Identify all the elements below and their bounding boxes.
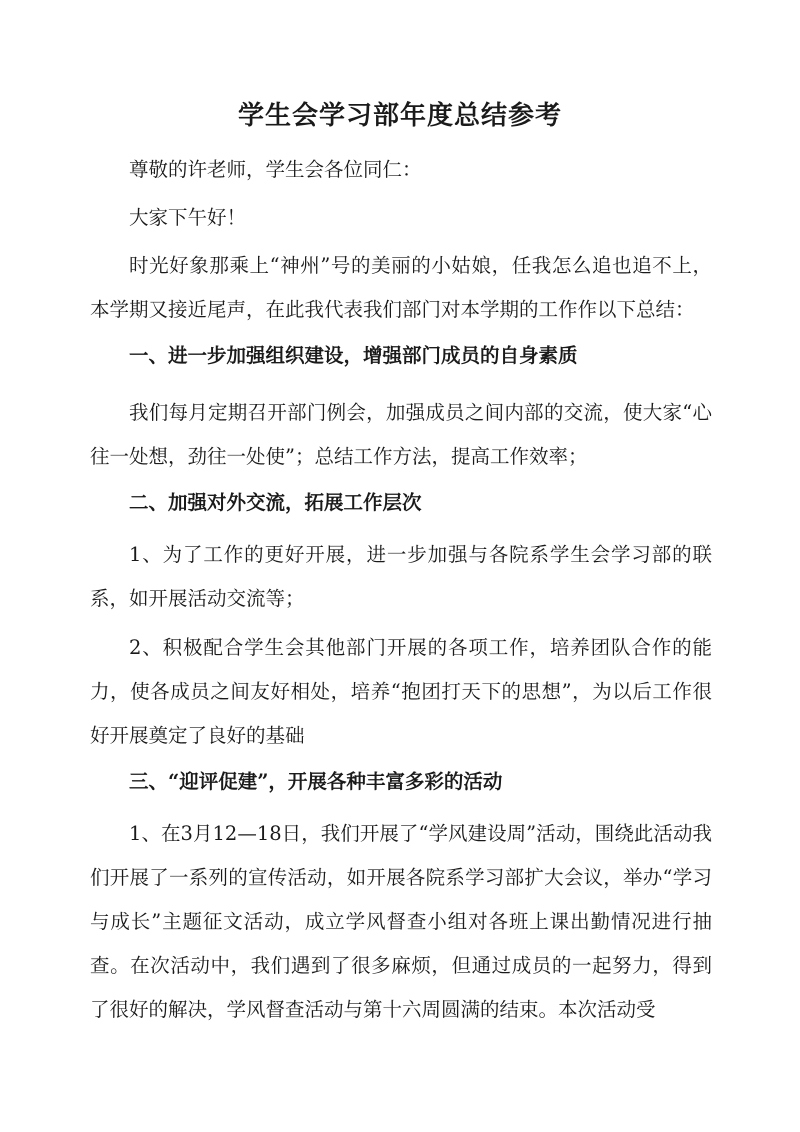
section-3-paragraph-1: 1、在3月12—18日，我们开展了“学风建设周”活动，围绕此活动我们开展了一系列的宣传活动，如开展各院系学习部扩大会议，举办“学习与成长”主题征文活动，成立学风督查小组对各班上课出勤情况进行抽查。在次活动中，我们遇到了很多麻烦，但通过成员的一起努力，得到了很好的解决，学风督查活动与第十六周圆满的结束。本次活动受 bbox=[90, 822, 712, 1021]
section-2-paragraph-1: 1、为了工作的更好开展，进一步加强与各院系学生会学习部的联系，如开展活动交流等； bbox=[90, 543, 712, 610]
section-2-paragraph-2: 2、积极配合学生会其他部门开展的各项工作，培养团队合作的能力，使各成员之间友好相处，培养“抱团打天下的思想”，为以后工作很好开展奠定了良好的基础 bbox=[90, 636, 712, 747]
section-3-heading: 三、“迎评促建”，开展各种丰富多彩的活动 bbox=[129, 770, 503, 793]
section-2-heading: 二、加强对外交流，拓展工作层次 bbox=[129, 491, 422, 514]
document-title: 学生会学习部年度总结参考 bbox=[237, 101, 562, 131]
section-1-heading: 一、进一步加强组织建设，增强部门成员的自身素质 bbox=[129, 344, 578, 367]
salutation: 尊敬的许老师，学生会各位同仁： bbox=[129, 158, 422, 181]
intro-paragraph: 时光好象那乘上“神州”号的美丽的小姑娘，任我怎么追也追不上，本学期又接近尾声，在此我代表我们部门对本学期的工作作以下总结： bbox=[90, 254, 712, 321]
greeting: 大家下午好！ bbox=[129, 206, 247, 229]
section-1-paragraph-1: 我们每月定期召开部门例会，加强成员之间内部的交流，使大家“心往一处想，劲往一处使”；总结工作方法，提高工作效率； bbox=[90, 401, 712, 468]
